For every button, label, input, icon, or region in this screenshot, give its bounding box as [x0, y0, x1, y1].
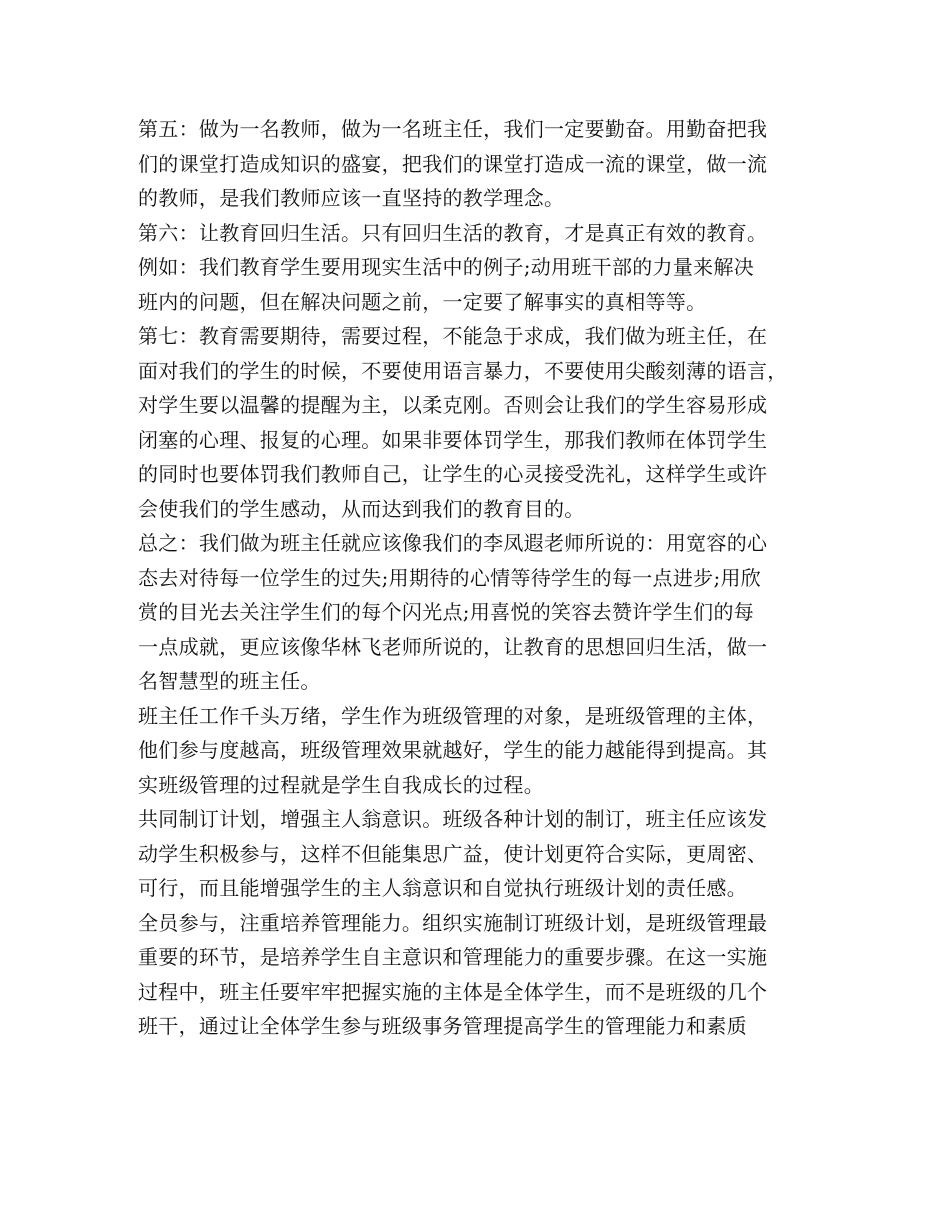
text-line: 动学生积极参与，这样不但能集思广益，使计划更符合实际，更周密、: [138, 841, 768, 866]
text-line: 的教师，是我们教师应该一直坚持的教学理念。: [138, 186, 565, 210]
document-body: [138, 112, 828, 1044]
text-line: 可行，而且能增强学生的主人翁意识和自觉执行班级计划的责任感。: [138, 876, 747, 900]
text-line: 第六：让教育回归生活。只有回归生活的教育，才是真正有效的教育。: [138, 220, 768, 245]
text-line: 共同制订计划，增强主人翁意识。班级各种计划的制订，班主任应该发: [138, 807, 768, 831]
text-line: 闭塞的心理、报复的心理。如果非要体罚学生，那我们教师在体罚学生: [138, 427, 768, 452]
text-line: 全员参与，注重培养管理能力。组织实施制订班级计划，是班级管理最: [138, 910, 768, 935]
text-line: 班内的问题，但在解决问题之前，一定要了解事实的真相等等。: [138, 289, 707, 314]
text-line: 会使我们的学生感动，从而达到我们的教育目的。: [138, 496, 585, 521]
text-line: 的同时也要体罚我们教师自己，让学生的心灵接受洗礼，这样学生或许: [138, 462, 768, 486]
text-line: 面对我们的学生的时候，不要使用语言暴力，不要使用尖酸刻薄的语言，: [138, 358, 788, 383]
text-line: 一点成就，更应该像华林飞老师所说的，让教育的思想回归生活，做一: [138, 634, 768, 659]
text-line: 例如：我们教育学生要用现实生活中的例子;动用班干部的力量来解决: [138, 255, 755, 279]
text-line: 班主任工作千头万绪，学生作为班级管理的对象，是班级管理的主体，: [138, 703, 768, 728]
text-line: 过程中，班主任要牢牢把握实施的主体是全体学生，而不是班级的几个: [138, 979, 768, 1004]
text-line: 班干，通过让全体学生参与班级事务管理提高学生的管理能力和素质: [138, 1014, 747, 1038]
text-line: 赏的目光去关注学生们的每个闪光点;用喜悦的笑容去赞许学生们的每: [138, 600, 755, 624]
text-line: 实班级管理的过程就是学生自我成长的过程。: [138, 772, 544, 797]
text-line: 第七：教育需要期待，需要过程，不能急于求成，我们做为班主任，在: [138, 324, 768, 348]
text-line: 对学生要以温馨的提醒为主，以柔克刚。否则会让我们的学生容易形成: [138, 393, 768, 417]
text-line: 重要的环节，是培养学生自主意识和管理能力的重要步骤。在这一实施: [138, 945, 768, 969]
text-line: 名智慧型的班主任。: [138, 669, 321, 693]
text-line: 总之：我们做为班主任就应该像我们的李凤遐老师所说的：用宽容的心: [138, 531, 768, 555]
text-line: 第五：做为一名教师，做为一名班主任，我们一定要勤奋。用勤奋把我: [138, 117, 768, 141]
text-line: 们的课堂打造成知识的盛宴，把我们的课堂打造成一流的课堂，做一流: [138, 151, 768, 176]
text-line: 他们参与度越高，班级管理效果就越好，学生的能力越能得到提高。其: [138, 738, 768, 762]
text-line: 态去对待每一位学生的过失;用期待的心情等待学生的每一点进步;用欣: [138, 565, 762, 590]
